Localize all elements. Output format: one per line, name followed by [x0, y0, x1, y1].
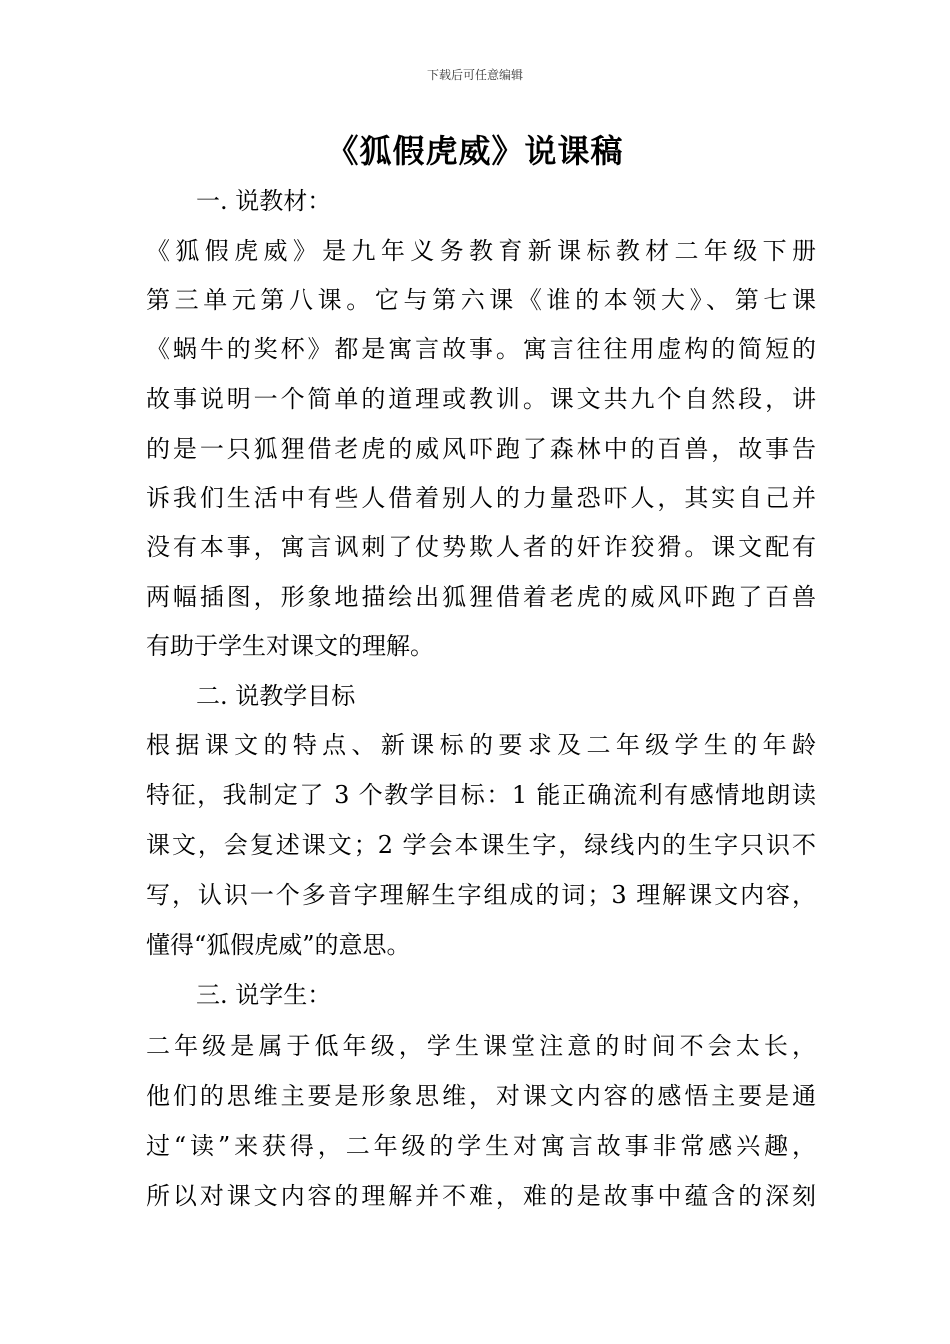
paragraph-line: 过“读”来获得，二年级的学生对寓言故事非常感兴趣， — [146, 1132, 816, 1160]
section-heading-students: 三. 说学生： — [196, 981, 332, 1009]
paragraph-line: 懂得“狐假虎威”的意思。 — [146, 931, 411, 959]
paragraph-line: 第三单元第八课。它与第六课《谁的本领大》、第七课 — [146, 286, 816, 314]
paragraph-line: 所以对课文内容的理解并不难，难的是故事中蕴含的深刻 — [146, 1182, 816, 1210]
paragraph-line: 《蜗牛的奖杯》都是寓言故事。寓言往往用虚构的简短的 — [146, 335, 816, 363]
paragraph-line: 的是一只狐狸借老虎的威风吓跑了森林中的百兽，故事告 — [146, 435, 816, 463]
paragraph-line: 两幅插图，形象地描绘出狐狸借着老虎的威风吓跑了百兽 — [146, 583, 816, 611]
header-note: 下载后可任意编辑 — [426, 68, 523, 82]
paragraph-line: 《狐假虎威》是九年义务教育新课标教材二年级下册 — [146, 237, 816, 265]
paragraph-line: 写，认识一个多音字理解生字组成的词；3 理解课文内容， — [146, 881, 816, 909]
paragraph-line: 根据课文的特点、新课标的要求及二年级学生的年龄 — [146, 731, 816, 759]
paragraph-line: 二年级是属于低年级，学生课堂注意的时间不会太长， — [146, 1032, 816, 1060]
paragraph-line: 没有本事，寓言讽刺了仗势欺人者的奸诈狡猾。课文配有 — [146, 533, 816, 561]
section-heading-teaching-goals: 二. 说教学目标 — [196, 682, 356, 710]
document-title: 《狐假虎威》说课稿 — [326, 132, 624, 170]
paragraph-line: 故事说明一个简单的道理或教训。课文共九个自然段，讲 — [146, 385, 816, 413]
paragraph-line: 有助于学生对课文的理解。 — [146, 632, 434, 660]
paragraph-line: 诉我们生活中有些人借着别人的力量恐吓人，其实自己并 — [146, 484, 816, 512]
paragraph-line: 他们的思维主要是形象思维，对课文内容的感悟主要是通 — [146, 1082, 816, 1110]
paragraph-line: 课文，会复述课文；2 学会本课生字，绿线内的生字只识不 — [146, 831, 816, 859]
section-heading-teaching-material: 一. 说教材： — [196, 187, 332, 215]
paragraph-line: 特征，我制定了 3 个教学目标：1 能正确流利有感情地朗读 — [146, 781, 816, 809]
